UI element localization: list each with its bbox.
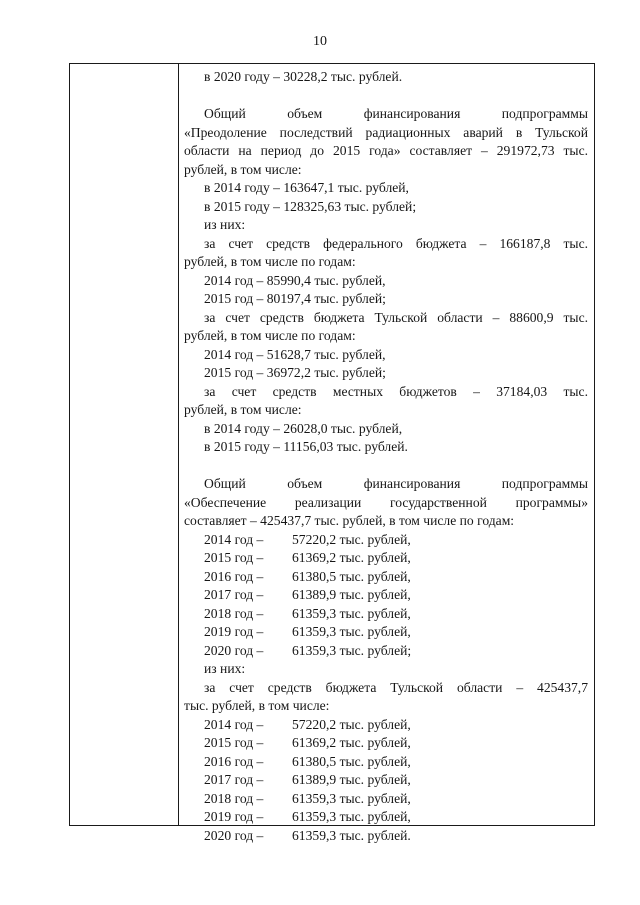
radiation-intro-line-3: области на период до 2015 года» составляет – 291972,73 тыс. (184, 143, 588, 158)
radiation-federal-2014: 2014 год – 85990,4 тыс. рублей, (204, 272, 386, 288)
support-regional-line-2: тыс. рублей, в том числе: (184, 698, 330, 713)
support-regional-year-row: 2016 год – 61380,5 тыс. рублей, (204, 753, 411, 769)
support-intro-line-1: Общий объем финансирования подпрограммы (204, 476, 588, 491)
column-divider (178, 63, 179, 826)
radiation-local-2014: в 2014 году – 26028,0 тыс. рублей, (204, 420, 403, 436)
support-regional-year-row: 2015 год – 61369,2 тыс. рублей, (204, 735, 411, 750)
support-regional-year-row: 2020 год – 61359,3 тыс. рублей. (204, 827, 411, 843)
radiation-federal-line-1: за счет средств федерального бюджета – 166187,8 тыс. (204, 235, 588, 251)
radiation-of-them: из них: (204, 217, 246, 232)
radiation-regional-line-2: рублей, в том числе по годам: (184, 328, 356, 343)
support-year-row: 2019 год – 61359,3 тыс. рублей, (204, 624, 411, 639)
table-cell-content (184, 68, 588, 845)
support-year-row: 2014 год – 57220,2 тыс. рублей, (204, 531, 411, 547)
support-year-row: 2018 год – 61359,3 тыс. рублей, (204, 605, 411, 621)
support-regional-year-row: 2019 год – 61359,3 тыс. рублей, (204, 809, 411, 824)
support-year-row: 2017 год – 61389,9 тыс. рублей, (204, 587, 411, 602)
radiation-year-2015: в 2015 году – 128325,63 тыс. рублей; (204, 198, 417, 214)
support-of-them: из них: (204, 661, 246, 676)
support-subprogram-paragraph (184, 475, 588, 845)
radiation-federal-line-2: рублей, в том числе по годам: (184, 254, 356, 269)
support-intro-line-3: составляет – 425437,7 тыс. рублей, в том числе по годам: (184, 513, 515, 528)
radiation-intro-line-2: «Преодоление последствий радиационных аварий в Тульской (184, 124, 588, 140)
radiation-intro-line-1: Общий объем финансирования подпрограммы (204, 106, 588, 121)
support-regional-year-row: 2018 год – 61359,3 тыс. рублей, (204, 790, 411, 806)
radiation-local-2015: в 2015 году – 11156,03 тыс. рублей. (204, 439, 408, 454)
radiation-local-line-2: рублей, в том числе: (184, 402, 302, 417)
radiation-regional-2015: 2015 год – 36972,2 тыс. рублей; (204, 365, 386, 380)
radiation-subprogram-paragraph (184, 105, 588, 457)
radiation-regional-2014: 2014 год – 51628,7 тыс. рублей, (204, 346, 386, 362)
radiation-federal-2015: 2015 год – 80197,4 тыс. рублей; (204, 291, 386, 306)
support-year-row: 2016 год – 61380,5 тыс. рублей, (204, 568, 411, 584)
radiation-regional-line-1: за счет средств бюджета Тульской области – 88600,9 тыс. (204, 309, 588, 325)
support-year-row: 2015 год – 61369,2 тыс. рублей, (204, 550, 411, 565)
support-intro-line-2: «Обеспечение реализации государственной программы» (184, 494, 588, 510)
support-regional-line-1: за счет средств бюджета Тульской области – 425437,7 (204, 679, 588, 695)
support-regional-year-row: 2014 год – 57220,2 тыс. рублей, (204, 716, 411, 732)
radiation-local-line-1: за счет средств местных бюджетов – 37184,03 тыс. (204, 383, 588, 399)
support-regional-year-row: 2017 год – 61389,9 тыс. рублей, (204, 772, 411, 787)
support-year-row: 2020 год – 61359,3 тыс. рублей; (204, 642, 412, 658)
previous-subprogram-tail: в 2020 году – 30228,2 тыс. рублей. (204, 69, 403, 84)
radiation-year-2014: в 2014 году – 163647,1 тыс. рублей, (204, 180, 409, 195)
page-number: 10 (313, 34, 327, 49)
radiation-intro-line-4: рублей, в том числе: (184, 161, 302, 177)
